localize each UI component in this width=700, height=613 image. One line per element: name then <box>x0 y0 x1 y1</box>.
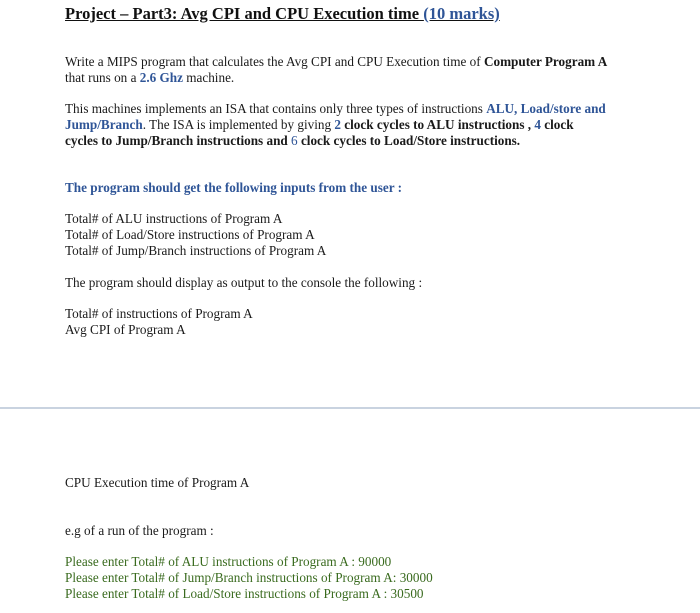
list-item: Total# of Jump/Branch instructions of Program A <box>65 243 327 258</box>
intro-text-1: Write a MIPS program that calculates the Avg CPI and CPU Execution time of <box>65 54 484 69</box>
inputs-list <box>65 211 665 259</box>
isa-ls-cycles: 6 <box>291 133 298 148</box>
intro-program-name: Computer Program A <box>483 54 608 69</box>
isa-types-2: Jump/Branch <box>65 117 143 132</box>
outputs-list <box>65 306 665 338</box>
example-label: e.g of a run of the program : <box>65 523 214 538</box>
isa-text-6: clock cycles to Load/Store instructions. <box>297 133 521 148</box>
isa-text-1: This machines implements an ISA that contains only three types of instructions <box>65 101 487 116</box>
isa-alu-cycles: 2 <box>334 117 341 132</box>
intro-paragraph <box>65 54 665 86</box>
page-title <box>65 4 500 24</box>
outputs-heading: The program should display as output to the console the following : <box>65 275 423 290</box>
isa-types-1: ALU, Load/store and <box>486 101 606 116</box>
title-main: Project – Part3: Avg CPI and CPU Execution time <box>65 4 424 23</box>
example-line: Please enter Total# of Load/Store instructions of Program A : 30500 <box>65 586 424 601</box>
inputs-heading: The program should get the following inputs from the user : <box>65 180 403 195</box>
isa-text-4: clock <box>540 117 574 132</box>
isa-text-5: cycles to Jump/Branch instructions and <box>65 133 292 148</box>
page-divider <box>0 407 700 409</box>
isa-text-3: clock cycles to ALU instructions , <box>340 117 535 132</box>
intro-frequency: 2.6 Ghz <box>139 70 183 85</box>
isa-paragraph <box>65 101 665 149</box>
example-line: Please enter Total# of Jump/Branch instructions of Program A: 30000 <box>65 570 433 585</box>
example-run <box>65 554 665 602</box>
list-item: Total# of Load/Store instructions of Program A <box>65 227 315 242</box>
isa-text-2: . The ISA is implemented by giving <box>142 117 335 132</box>
title-marks: (10 marks) <box>423 4 500 23</box>
intro-text-2: that runs on a <box>65 70 140 85</box>
outputs-continued: CPU Execution time of Program A <box>65 475 250 490</box>
list-item: Avg CPI of Program A <box>65 322 186 337</box>
list-item: Total# of instructions of Program A <box>65 306 253 321</box>
isa-jump-cycles: 4 <box>534 117 541 132</box>
intro-text-3: machine. <box>182 70 235 85</box>
list-item: Total# of ALU instructions of Program A <box>65 211 283 226</box>
example-line: Please enter Total# of ALU instructions of Program A : 90000 <box>65 554 392 569</box>
